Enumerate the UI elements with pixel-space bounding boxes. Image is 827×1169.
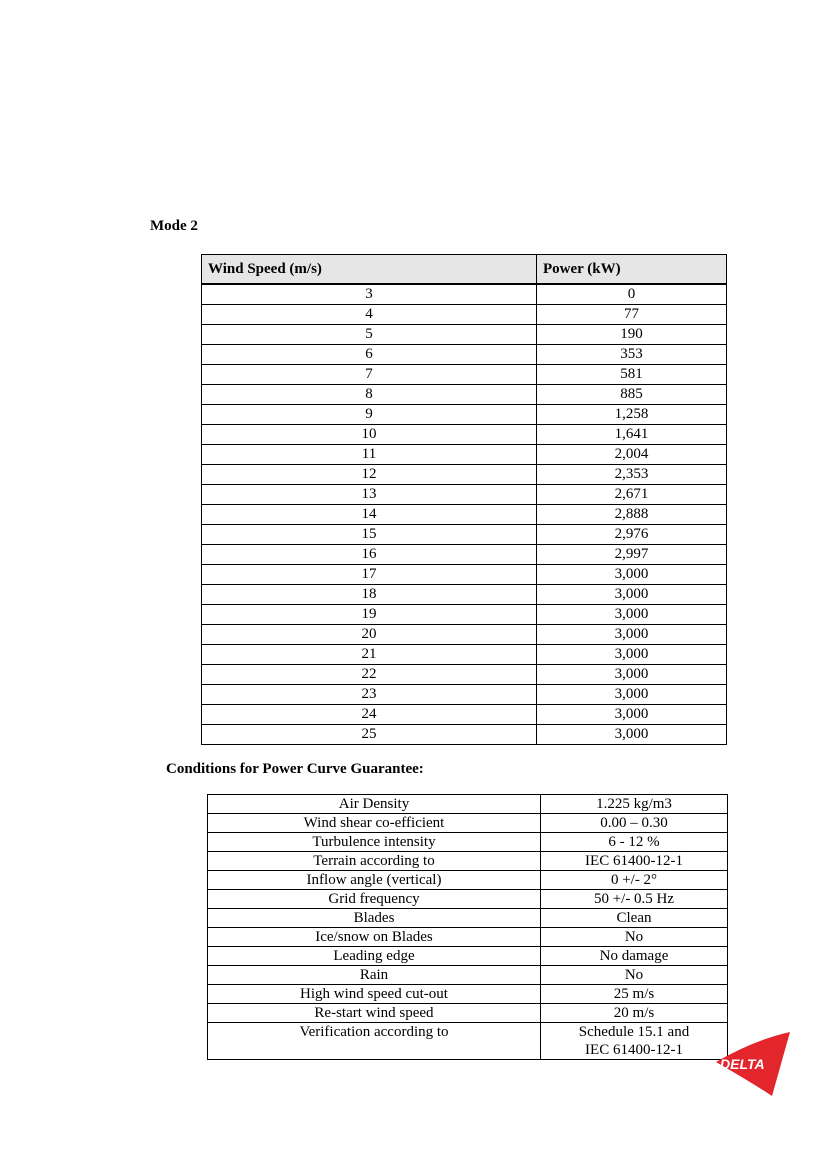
condition-label-cell: High wind speed cut-out (208, 985, 541, 1004)
power-cell: 3,000 (537, 585, 727, 605)
condition-value-cell: 1.225 kg/m3 (541, 795, 728, 814)
wind-speed-cell: 13 (202, 485, 537, 505)
table-row (202, 545, 727, 565)
table-row (202, 565, 727, 585)
condition-value-cell: 0.00 – 0.30 (541, 814, 728, 833)
table-row (208, 947, 728, 966)
power-cell: 885 (537, 385, 727, 405)
wind-speed-cell: 6 (202, 345, 537, 365)
table-row (202, 485, 727, 505)
power-cell: 3,000 (537, 685, 727, 705)
table-header-row (202, 255, 727, 285)
power-cell: 3,000 (537, 705, 727, 725)
power-cell: 2,976 (537, 525, 727, 545)
table-row (202, 365, 727, 385)
power-cell: 1,641 (537, 425, 727, 445)
condition-value-cell: No damage (541, 947, 728, 966)
wind-speed-cell: 5 (202, 325, 537, 345)
table-row (202, 465, 727, 485)
power-cell: 0 (537, 284, 727, 305)
table-row (208, 966, 728, 985)
wind-speed-cell: 21 (202, 645, 537, 665)
wind-speed-cell: 9 (202, 405, 537, 425)
table-row (202, 645, 727, 665)
condition-label-cell: Blades (208, 909, 541, 928)
table-row (202, 325, 727, 345)
wind-speed-cell: 8 (202, 385, 537, 405)
wind-speed-cell: 4 (202, 305, 537, 325)
condition-label-cell: Ice/snow on Blades (208, 928, 541, 947)
table-row (202, 405, 727, 425)
conditions-table (207, 794, 728, 1060)
power-cell: 3,000 (537, 725, 727, 745)
header-wind-speed: Wind Speed (m/s) (202, 255, 537, 285)
condition-value-cell: 20 m/s (541, 1004, 728, 1023)
table-row (208, 985, 728, 1004)
condition-label-cell: Turbulence intensity (208, 833, 541, 852)
table-row (202, 345, 727, 365)
wind-speed-cell: 18 (202, 585, 537, 605)
wind-speed-cell: 10 (202, 425, 537, 445)
wind-speed-cell: 15 (202, 525, 537, 545)
table-row (208, 928, 728, 947)
table-row (202, 685, 727, 705)
condition-label-cell: Terrain according to (208, 852, 541, 871)
table-row (208, 833, 728, 852)
condition-value-cell: 50 +/- 0.5 Hz (541, 890, 728, 909)
condition-label-cell: Rain (208, 966, 541, 985)
wind-speed-cell: 16 (202, 545, 537, 565)
table-row (202, 625, 727, 645)
table-row (202, 705, 727, 725)
condition-label-cell: Grid frequency (208, 890, 541, 909)
condition-value-cell: 25 m/s (541, 985, 728, 1004)
wind-speed-cell: 11 (202, 445, 537, 465)
power-cell: 77 (537, 305, 727, 325)
power-cell: 3,000 (537, 605, 727, 625)
power-cell: 2,997 (537, 545, 727, 565)
wind-speed-cell: 22 (202, 665, 537, 685)
wind-speed-cell: 20 (202, 625, 537, 645)
table-row (202, 525, 727, 545)
table-row (208, 890, 728, 909)
table-row (208, 1004, 728, 1023)
condition-label-cell: Inflow angle (vertical) (208, 871, 541, 890)
section-heading-mode: Mode 2 (150, 218, 198, 234)
power-cell: 2,004 (537, 445, 727, 465)
table-row (202, 425, 727, 445)
section-heading-conditions: Conditions for Power Curve Guarantee: (166, 761, 424, 777)
condition-value-cell: No (541, 928, 728, 947)
wind-speed-cell: 12 (202, 465, 537, 485)
power-cell: 190 (537, 325, 727, 345)
power-cell: 2,353 (537, 465, 727, 485)
condition-value-cell: No (541, 966, 728, 985)
table-row (202, 725, 727, 745)
power-cell: 2,888 (537, 505, 727, 525)
table-row (202, 585, 727, 605)
power-cell: 3,000 (537, 565, 727, 585)
table-row (208, 795, 728, 814)
table-row (208, 852, 728, 871)
condition-value-cell: 6 - 12 % (541, 833, 728, 852)
wind-speed-cell: 24 (202, 705, 537, 725)
table-row (208, 909, 728, 928)
table-row (202, 284, 727, 305)
condition-label-cell: Air Density (208, 795, 541, 814)
power-table-body (202, 284, 727, 745)
table-row (202, 605, 727, 625)
condition-label-cell: Verification according to (208, 1023, 541, 1060)
condition-label-cell: Re-start wind speed (208, 1004, 541, 1023)
table-row (202, 385, 727, 405)
power-cell: 3,000 (537, 665, 727, 685)
condition-value-cell: 0 +/- 2° (541, 871, 728, 890)
condition-value-cell: Clean (541, 909, 728, 928)
wind-speed-cell: 23 (202, 685, 537, 705)
power-cell: 581 (537, 365, 727, 385)
wind-speed-cell: 19 (202, 605, 537, 625)
table-row (202, 505, 727, 525)
wind-speed-cell: 25 (202, 725, 537, 745)
condition-label-cell: Wind shear co-efficient (208, 814, 541, 833)
condition-value-cell: IEC 61400-12-1 (541, 852, 728, 871)
power-cell: 353 (537, 345, 727, 365)
power-cell: 2,671 (537, 485, 727, 505)
header-power: Power (kW) (537, 255, 727, 285)
wind-speed-cell: 7 (202, 365, 537, 385)
table-row (208, 871, 728, 890)
table-row (202, 305, 727, 325)
table-row (208, 1023, 728, 1060)
wind-speed-cell: 17 (202, 565, 537, 585)
table-row (208, 814, 728, 833)
power-cell: 3,000 (537, 625, 727, 645)
condition-label-cell: Leading edge (208, 947, 541, 966)
power-curve-table (201, 254, 727, 745)
delta-logo (714, 1032, 792, 1098)
wind-speed-cell: 14 (202, 505, 537, 525)
conditions-table-body (208, 795, 728, 1060)
condition-value-cell: Schedule 15.1 and IEC 61400-12-1 (541, 1023, 728, 1060)
table-row (202, 665, 727, 685)
power-cell: 3,000 (537, 645, 727, 665)
table-row (202, 445, 727, 465)
delta-logo-text: DELTA (720, 1056, 765, 1072)
wind-speed-cell: 3 (202, 284, 537, 305)
power-cell: 1,258 (537, 405, 727, 425)
